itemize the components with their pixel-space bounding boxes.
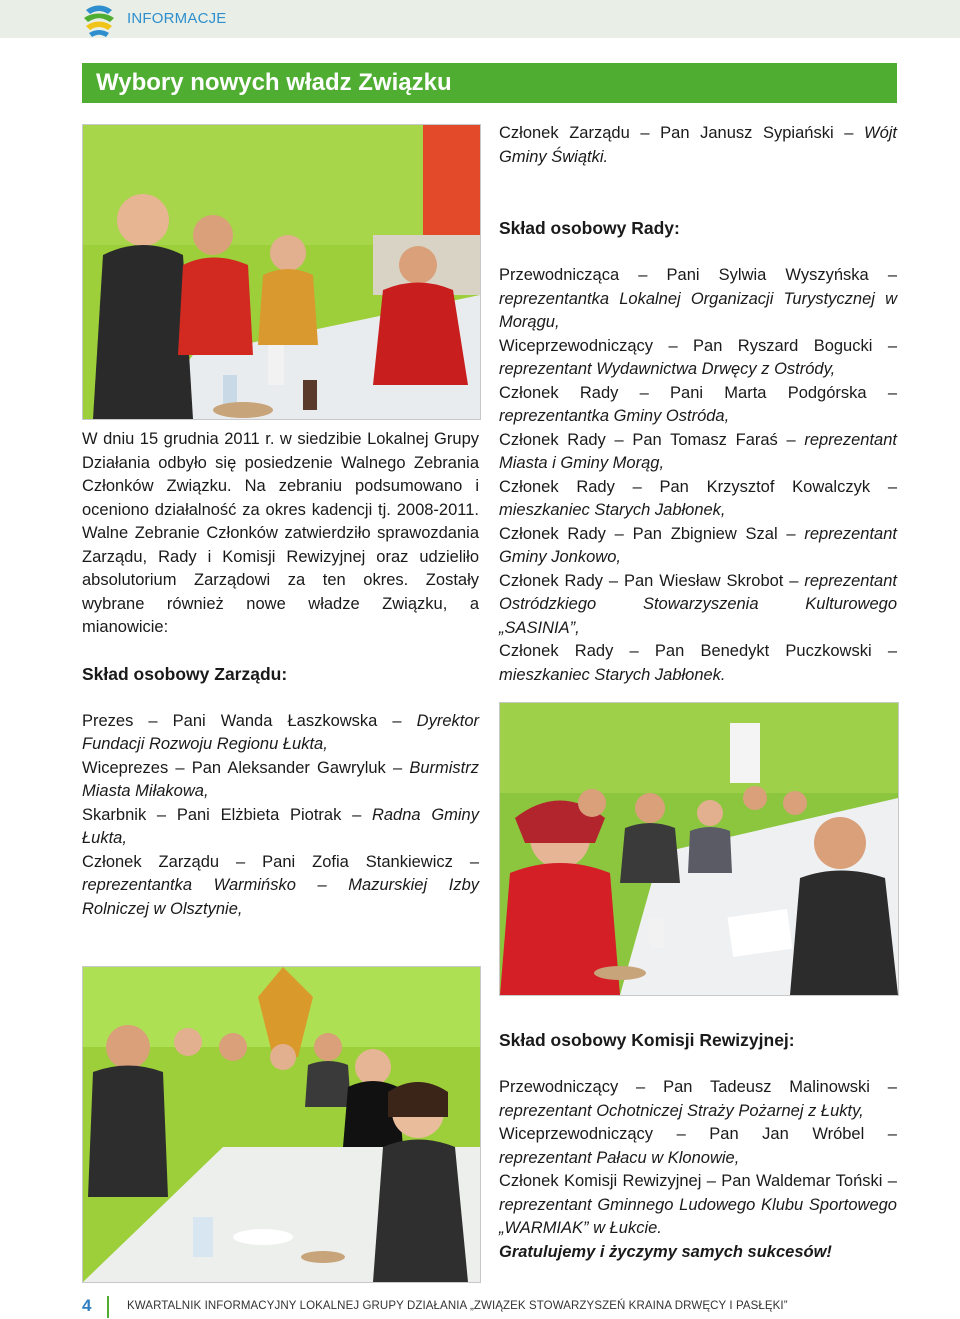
rada-member: Członek Rady – Pan Benedykt Puczkowski – mieszkaniec Starych Jabłonek. — [499, 642, 897, 684]
footer-text: KWARTALNIK INFORMACYJNY LOKALNEJ GRUPY DZIAŁANIA „ZWIĄZEK STOWARZYSZEŃ KRAINA DRWĘCY I PASŁĘKI” — [127, 1300, 788, 1312]
title-bar — [82, 63, 897, 103]
rada-member: Członek Rady – Pan Zbigniew Szal – reprezentant Gminy Jonkowo, — [499, 524, 897, 566]
article-title: Wybory nowych władz Związku — [96, 69, 452, 96]
rada-member: Członek Rady – Pani Marta Podgórska – reprezentantka Gminy Ostróda, — [499, 383, 897, 425]
photo-meeting-speaker — [82, 124, 481, 420]
komisja-member: Przewodniczący – Pan Tadeusz Malinowski – reprezentant Ochotniczej Straży Pożarnej z Łukty, — [499, 1078, 897, 1120]
right-column-top — [499, 122, 897, 687]
rada-heading: Skład osobowy Rady: — [499, 218, 680, 238]
rada-member: Członek Rady – Pan Krzysztof Kowalczyk – mieszkaniec Starych Jabłonek, — [499, 477, 897, 519]
komisja-heading: Skład osobowy Komisji Rewizyjnej: — [499, 1030, 795, 1050]
zarzad-member: Skarbnik – Pani Elżbieta Piotrak – Radna Gminy Łukta, — [82, 805, 479, 847]
zarzad-member: Prezes – Pani Wanda Łaszkowska – Dyrektor Fundacji Rozwoju Regionu Łukta, — [82, 711, 479, 753]
zarzad-member: Członek Zarządu – Pani Zofia Stankiewicz – reprezentantka Warmińsko – Mazurskiej Izby Rolniczej w Olsztynie, — [82, 852, 479, 918]
left-column — [82, 428, 479, 921]
photo-meeting-participants — [82, 966, 481, 1283]
section-label: INFORMACJE — [127, 10, 227, 27]
page-number: 4 — [82, 1296, 92, 1315]
intro-paragraph: W dniu 15 grudnia 2011 r. w siedzibie Lokalnej Grupy Działania odbyło się posiedzenie Walnego Zebrania Członków Związku. Na zebraniu podsumowano i oceniono działalność za okres kadencji tj. 2008-2011. Walne Zebranie Członków zatwierdziło sprawozdania Zarządu, Rady i Komisji Rewizyjnej oraz udzieliło absolutorium Zarządowi za ten okres. Zostały wybrane również nowe władze Związku, a mianowicie: — [82, 430, 479, 636]
rada-member: Członek Rady – Pan Wiesław Skrobot – reprezentant Ostródzkiego Stowarzyszenia Kulturowego „SASINIA”, — [499, 571, 897, 637]
closing-line: Gratulujemy i życzymy samych sukcesów! — [499, 1242, 832, 1261]
komisja-member: Członek Komisji Rewizyjnej – Pan Waldemar Toński – reprezentant Gminnego Ludowego Klubu Sportowego „WARMIAK” w Łukcie. — [499, 1172, 897, 1237]
rada-member: Członek Rady – Pan Tomasz Faraś – reprezentant Miasta i Gminy Morąg, — [499, 430, 897, 472]
right-column-bottom — [499, 1028, 897, 1264]
photo-meeting-table — [499, 702, 899, 996]
rada-member: Wiceprzewodniczący – Pan Ryszard Bogucki – reprezentant Wydawnictwa Drwęcy z Ostródy, — [499, 336, 897, 378]
kraina-logo-icon — [80, 2, 118, 42]
zarzad-member: Wiceprezes – Pan Aleksander Gawryluk – Burmistrz Miasta Miłakowa, — [82, 758, 479, 800]
komisja-member: Wiceprzewodniczący – Pan Jan Wróbel – reprezentant Pałacu w Klonowie, — [499, 1125, 897, 1167]
footer-divider — [107, 1296, 109, 1318]
rada-member: Przewodnicząca – Pani Sylwia Wyszyńska – reprezentantka Lokalnej Organizacji Turystycznej w Morągu, — [499, 266, 897, 331]
zarzad-member: Członek Zarządu – Pan Janusz Sypiański – Wójt Gminy Świątki. — [499, 124, 897, 166]
zarzad-heading: Skład osobowy Zarządu: — [82, 663, 288, 684]
